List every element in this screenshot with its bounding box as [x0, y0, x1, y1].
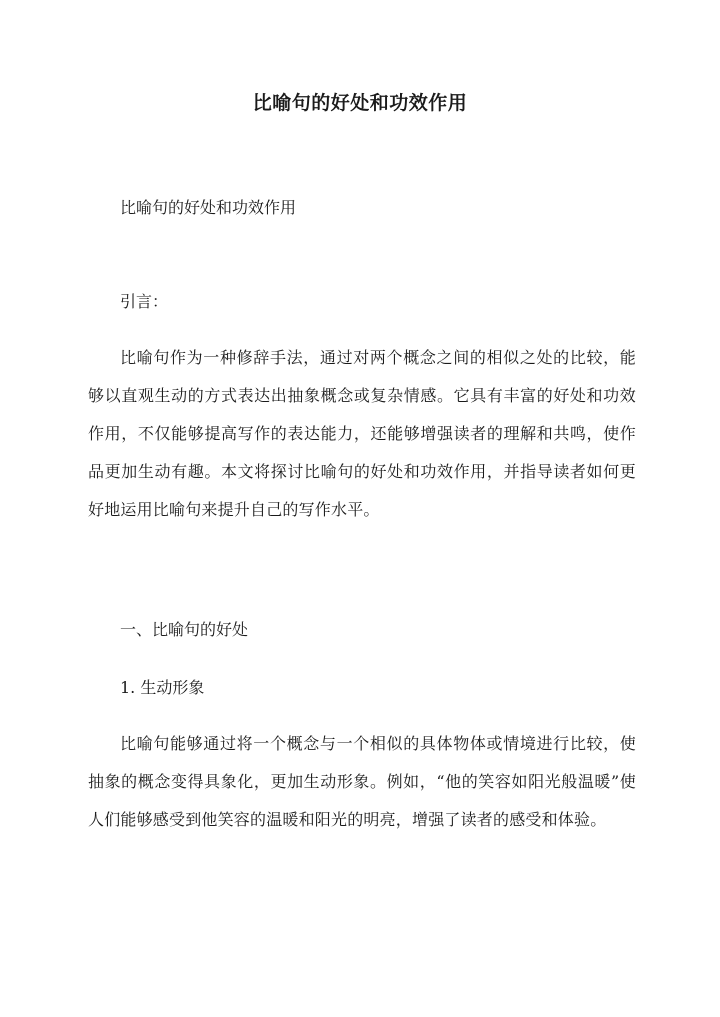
subsection-heading: 1. 生动形象: [120, 678, 205, 697]
section-heading: 一、比喻句的好处: [120, 620, 249, 639]
document-subtitle: 比喻句的好处和功效作用: [120, 198, 297, 217]
intro-paragraph: 比喻句作为一种修辞手法，通过对两个概念之间的相似之处的比较，能够以直观生动的方式表达出抽象概念或复杂情感。它具有丰富的好处和功效作用，不仅能够提高写作的表达能力，还能够增强读者的理解和共鸣，使作品更加生动有趣。本文将探讨比喻句的好处和功效作用，并指导读者如何更好地运用比喻句来提升自己的写作水平。: [88, 348, 636, 519]
subsection-paragraph: 比喻句能够通过将一个概念与一个相似的具体物体或情境进行比较，使抽象的概念变得具象化，更加生动形象。例如，“他的笑容如阳光般温暖”使人们能够感受到他笑容的温暖和阳光的明亮，增强了读者的感受和体验。: [88, 734, 636, 829]
document-title: 比喻句的好处和功效作用: [252, 92, 468, 114]
intro-heading: 引言：: [120, 292, 169, 311]
